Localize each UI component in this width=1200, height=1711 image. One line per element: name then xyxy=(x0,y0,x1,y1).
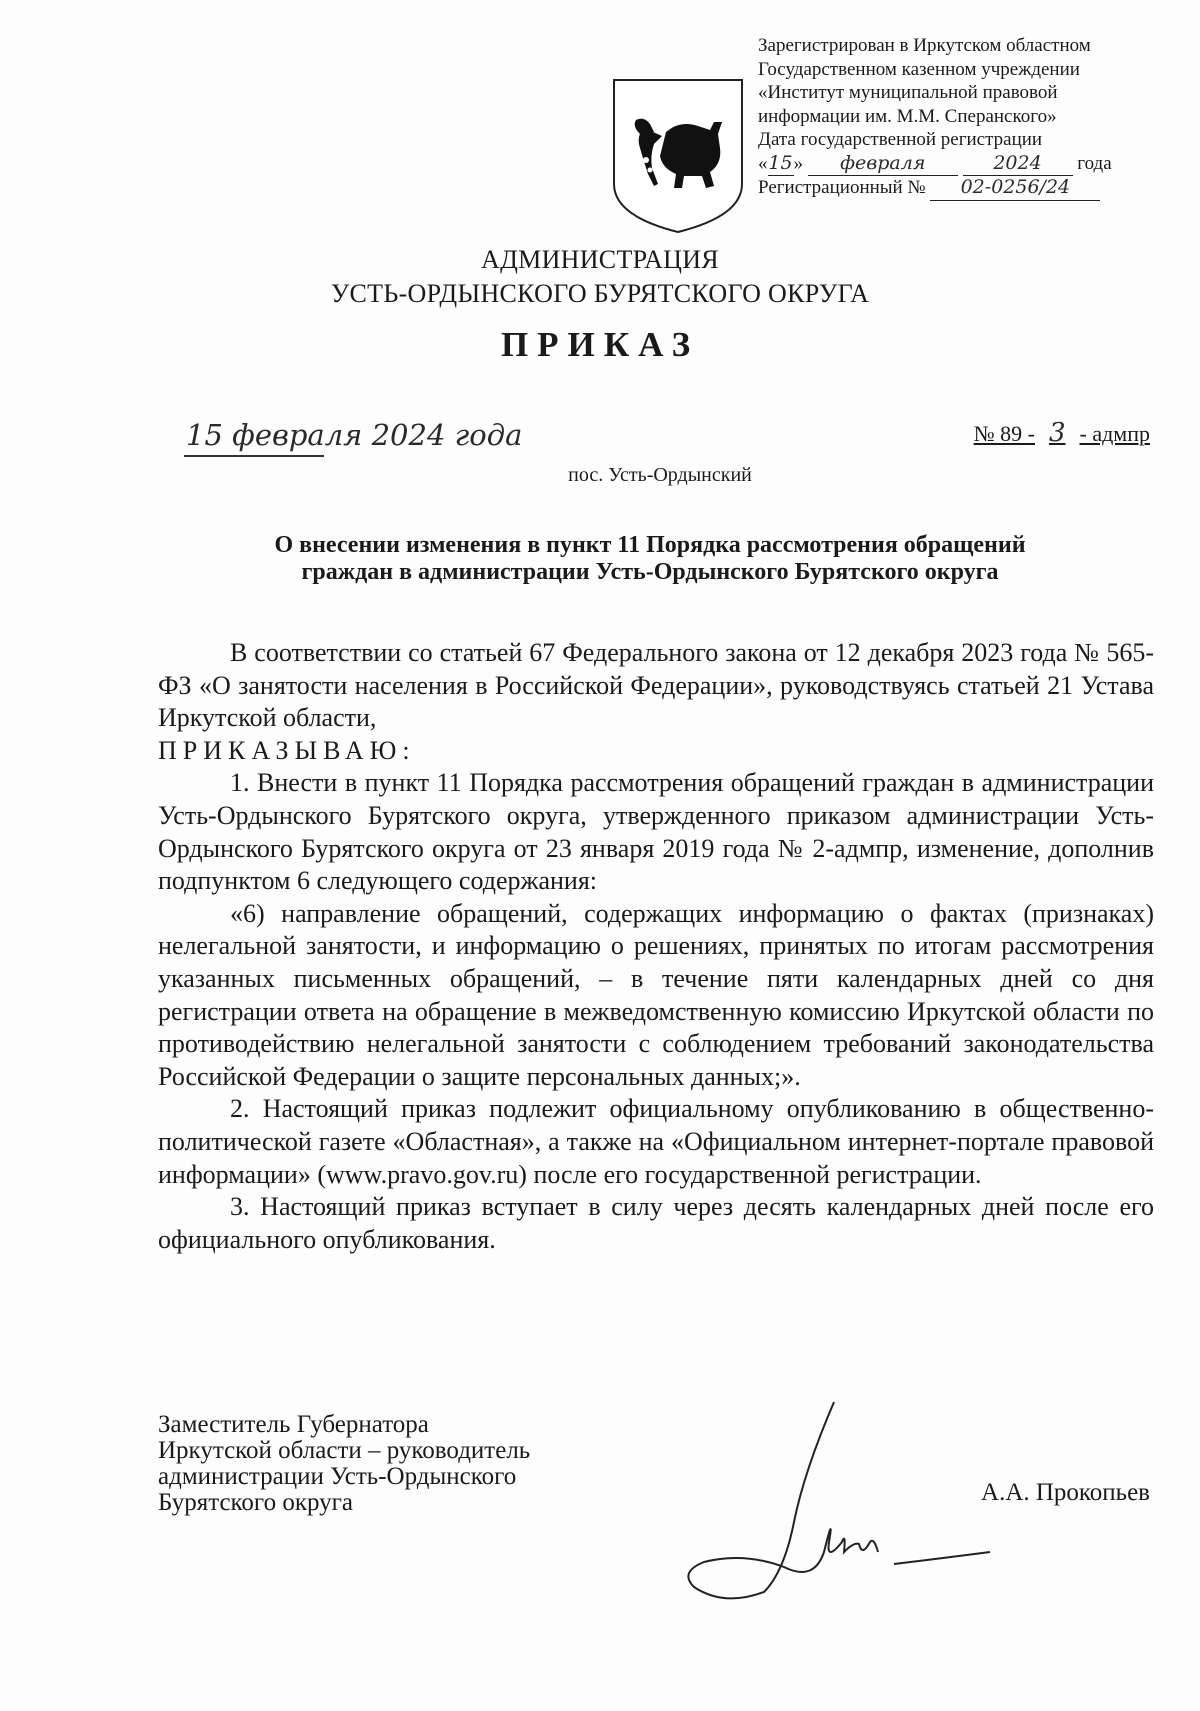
document-title-line: О внесении изменения в пункт 11 Порядка рассмотрения обращений xyxy=(274,532,1026,558)
registration-line: информации им. М.М. Сперанского» xyxy=(758,105,1057,127)
registration-number xyxy=(758,176,1158,201)
order-number-prefix: № 89 - xyxy=(973,421,1035,446)
order-place: пос. Усть-Ордынский xyxy=(568,464,752,486)
registration-line: Зарегистрирован в Иркутском областном xyxy=(758,35,1091,56)
registration-date-month: февраля xyxy=(808,152,958,177)
order-number-suffix: - адмпр xyxy=(1079,421,1150,446)
clause-3: 3. Настоящий приказ вступает в силу через десять календарных дней после его официального опубликования. xyxy=(158,1192,1154,1254)
signatory-name: А.А. Прокопьев xyxy=(981,1479,1150,1506)
signatory-position-line: Бурятского округа xyxy=(158,1489,353,1516)
org-name-line2: УСТЬ-ОРДЫНСКОГО БУРЯТСКОГО ОКРУГА xyxy=(330,279,870,308)
signatory-position xyxy=(158,1412,530,1516)
signatory-position-line: Заместитель Губернатора xyxy=(158,1411,429,1438)
registration-line: Дата государственной регистрации xyxy=(758,129,1043,150)
document-title-line: граждан в администрации Усть-Ордынского Бурятского округа xyxy=(301,559,999,585)
registration-line: «Институт муниципальной правовой xyxy=(758,82,1058,103)
order-number-handwritten: 3 xyxy=(1048,418,1066,448)
order-date: 15 февраля 2024 года xyxy=(186,418,523,452)
registration-date-year: 2024 xyxy=(963,152,1073,177)
registration-date: «15» февраля 2024 года xyxy=(758,152,1158,177)
clause-2: 2. Настоящий приказ подлежит официальному опубликованию в общественно-политической газете «Областная», а также на «Официальном интернет-портале правовой информации» (www.pravo.gov.ru) после его государственной регистрации. xyxy=(158,1094,1154,1189)
registration-number-label: Регистрационный № xyxy=(758,177,926,198)
registration-line: Государственном казенном учреждении xyxy=(758,58,1080,80)
clause-1: 1. Внести в пункт 11 Порядка рассмотрения обращений граждан в администрации Усть-Ордынского Бурятского округа, утвержденного приказом администрации Усть-Ордынского Бурятского округа от 23 января 2019 года № 2-адмпр, изменение, дополнив подпунктом 6 следующего содержания: xyxy=(158,768,1154,896)
signatory-position-line: Иркутской области – руководитель xyxy=(158,1437,531,1464)
preamble-paragraph: В соответствии со статьей 67 Федерального закона от 12 декабря 2023 года № 565-ФЗ «О занятости населения в Российской Федерации», руководствуясь статьей 21 Устава Иркутской области, xyxy=(158,638,1154,733)
signatory-position-line: администрации Усть-Ордынского xyxy=(158,1463,517,1490)
irkutsk-coat-of-arms-icon xyxy=(610,76,746,236)
registration-date-suffix: года xyxy=(1077,152,1112,174)
order-number xyxy=(974,418,1150,448)
document-body xyxy=(158,637,1154,1256)
registration-date-day: 15 xyxy=(768,152,794,177)
prikazyvayu-heading: ПРИКАЗЫВАЮ: xyxy=(158,735,416,765)
order-date-underline xyxy=(184,455,324,457)
registration-stamp xyxy=(758,34,1158,201)
clause-1-quote: «6) направление обращений, содержащих информацию о фактах (признаках) нелегальной занятости, и информацию о решениях, принятых по итогам рассмотрения указанных письменных обращений, – в течение пяти календарных дней со дня регистрации ответа на обращение в межведомственную комиссию Иркутской области по противодействию нелегальной занятости с соблюдением требований законодательства Российской Федерации о защите персональных данных;». xyxy=(158,898,1154,1091)
doc-type-title: ПРИКАЗ xyxy=(500,325,700,364)
org-name-line1: АДМИНИСТРАЦИЯ xyxy=(481,245,719,274)
handwritten-signature xyxy=(684,1392,1004,1612)
registration-number-value: 02-0256/24 xyxy=(930,176,1100,201)
document-title xyxy=(150,532,1150,586)
